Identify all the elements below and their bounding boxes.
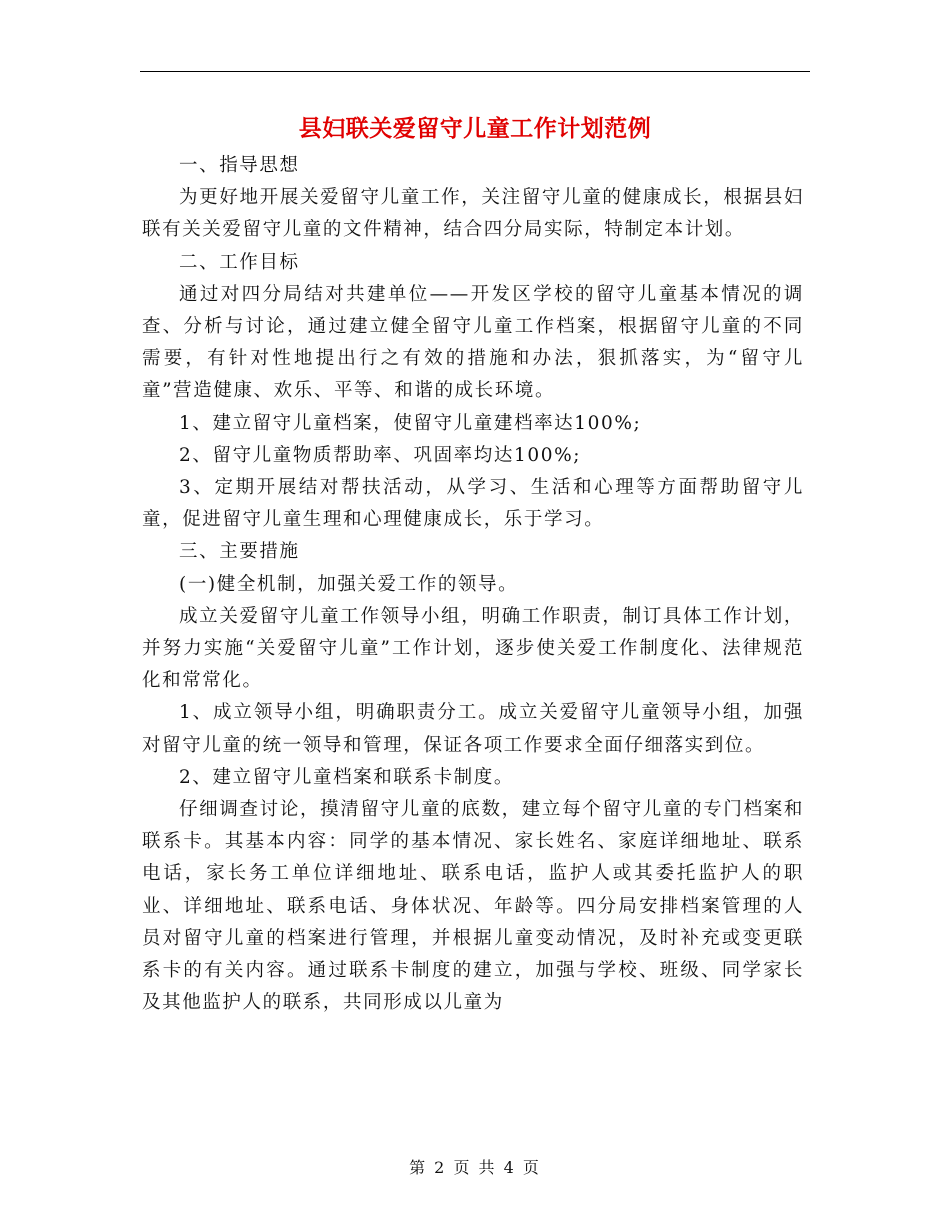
section-heading-work-goals: 二、工作目标 (179, 251, 300, 273)
document-title: 县妇联关爱留守儿童工作计划范例 (298, 115, 652, 142)
page-number-footer: 第 2 页 共 4 页 (409, 1158, 541, 1177)
list-item: 3、定期开展结对帮扶活动，从学习、生活和心理等方面帮助留守儿童，促进留守儿童生理和心理健康成长，乐于学习。 (142, 477, 804, 531)
body-paragraph: 成立关爱留守儿童工作领导小组，明确工作职责，制订具体工作计划，并努力实施“关爱留守儿童”工作计划，逐步使关爱工作制度化、法律规范化和常常化。 (142, 605, 804, 692)
subsection-heading: (一)健全机制，加强关爱工作的领导。 (179, 573, 519, 595)
list-item: 1、建立留守儿童档案，使留守儿童建档率达100%; (179, 412, 642, 434)
body-paragraph: 仔细调查讨论，摸清留守儿童的底数，建立每个留守儿童的专门档案和联系卡。其基本内容：同学的基本情况、家长姓名、家庭详细地址、联系电话，家长务工单位详细地址、联系电话，监护人或其委托监护人的职业、详细地址、联系电话、身体状况、年龄等。四分局安排档案管理的人员对留守儿童的档案进行管理，并根据儿童变动情况，及时补充或变更联系卡的有关内容。通过联系卡制度的建立，加强与学校、班级、同学家长及其他监护人的联系，共同形成以儿童为 (142, 799, 804, 1014)
body-paragraph: 为更好地开展关爱留守儿童工作，关注留守儿童的健康成长，根据县妇联有关关爱留守儿童的文件精神，结合四分局实际，特制定本计划。 (142, 187, 804, 241)
section-heading-main-measures: 三、主要措施 (179, 541, 300, 563)
section-heading-guiding-thought: 一、指导思想 (179, 155, 300, 176)
list-item: 1、成立领导小组，明确职责分工。成立关爱留守儿童领导小组，加强对留守儿童的统一领导和管理，保证各项工作要求全面仔细落实到位。 (142, 702, 804, 756)
list-item: 2、建立留守儿童档案和联系卡制度。 (179, 766, 514, 788)
body-paragraph: 通过对四分局结对共建单位——开发区学校的留守儿童基本情况的调查、分析与讨论，通过建立健全留守儿童工作档案，根据留守儿童的不同需要，有针对性地提出行之有效的措施和办法，狠抓落实，为“留守儿童”营造健康、欢乐、平等、和谐的成长环境。 (142, 283, 804, 402)
list-item: 2、留守儿童物质帮助率、巩固率均达100%; (179, 444, 582, 466)
document-body (142, 150, 804, 1019)
header-rule (140, 71, 810, 72)
